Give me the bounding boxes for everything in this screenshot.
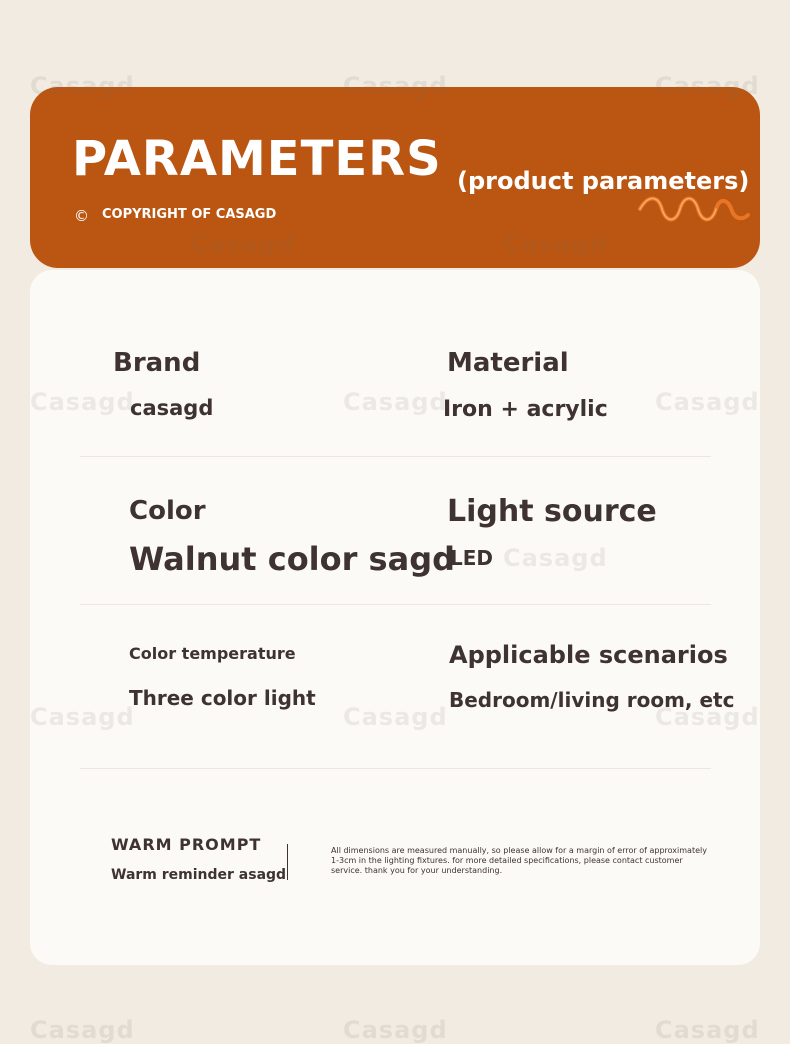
watermark: Casagd: [655, 72, 760, 100]
page-title: PARAMETERS: [72, 131, 442, 187]
divider: [80, 768, 711, 769]
page-subtitle: (product parameters): [457, 167, 750, 195]
color-temperature-label: Color temperature: [129, 644, 296, 663]
material-value: Iron + acrylic: [443, 397, 608, 422]
warm-prompt-subtitle: Warm reminder asagd: [111, 867, 287, 883]
watermark: Casagd: [655, 1016, 760, 1044]
watermark: Casagd: [30, 72, 135, 100]
watermark: Casagd: [343, 72, 448, 100]
copyright-icon: ©: [74, 207, 89, 225]
color-value: Walnut color sagd: [129, 540, 455, 578]
header-banner: [30, 87, 760, 268]
divider: [80, 604, 711, 605]
watermark: Casagd: [30, 1016, 135, 1044]
squiggle-decoration: [610, 187, 750, 227]
copyright-text: COPYRIGHT OF CASAGD: [102, 207, 277, 222]
scenarios-label: Applicable scenarios: [449, 641, 728, 669]
parameters-card: [30, 270, 760, 965]
light-source-label: Light source: [447, 494, 657, 529]
brand-label: Brand: [113, 348, 201, 378]
material-label: Material: [447, 348, 569, 378]
divider: [80, 456, 711, 457]
color-label: Color: [129, 496, 206, 526]
watermark: Casagd: [343, 1016, 448, 1044]
warm-prompt-note: All dimensions are measured manually, so please allow for a margin of error of approximately 1-3cm in the lighting fixtures. for more detailed specifications, please contact customer service. thank you for your understanding.: [331, 846, 707, 875]
color-temperature-value: Three color light: [129, 686, 316, 710]
warm-prompt-title: WARM PROMPT: [111, 835, 262, 854]
brand-value: casagd: [130, 396, 214, 420]
scenarios-value: Bedroom/living room, etc: [449, 688, 735, 712]
vertical-divider: [287, 844, 288, 880]
light-source-value: LED: [450, 546, 494, 570]
